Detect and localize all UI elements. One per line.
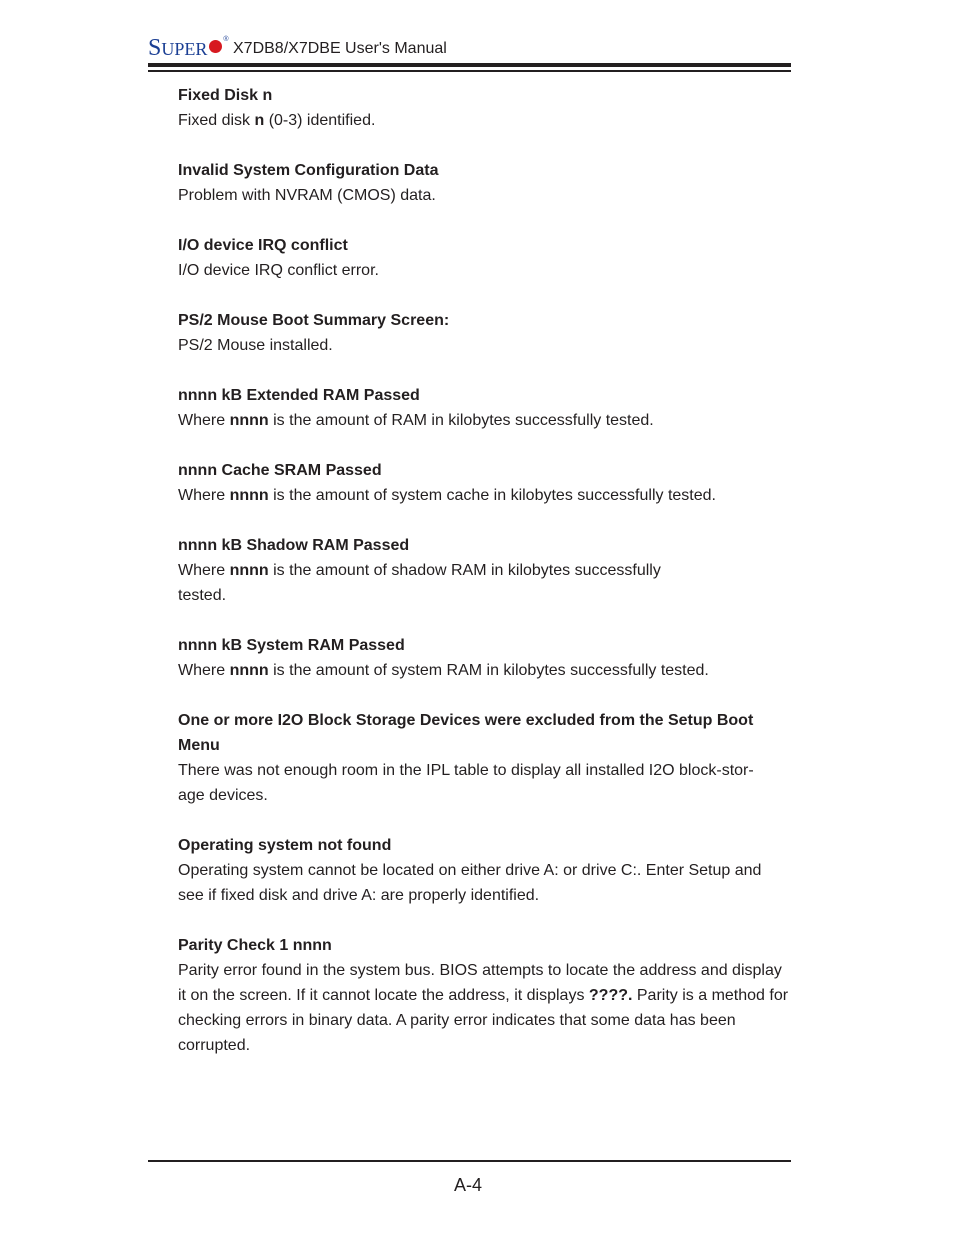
description-text: Problem with NVRAM (CMOS) data.	[178, 187, 436, 204]
entry-description	[178, 333, 790, 358]
entry-description	[178, 108, 790, 133]
description-text: tested.	[178, 587, 227, 604]
error-message-entry	[178, 458, 790, 508]
entry-title: I/O device IRQ conflict	[178, 237, 348, 254]
manual-title: X7DB8/X7DBE User's Manual	[233, 40, 447, 57]
error-message-entry	[178, 308, 790, 358]
description-emphasis: n	[254, 112, 265, 129]
error-message-entry	[178, 158, 790, 208]
document-body	[178, 83, 790, 1083]
description-text: age devices.	[178, 787, 268, 804]
entry-title: nnnn Cache SRAM Passed	[178, 462, 382, 479]
error-message-entry	[178, 533, 790, 608]
entry-description	[178, 758, 790, 808]
page-number: A-4	[454, 1175, 483, 1195]
entry-description	[178, 958, 790, 1058]
description-emphasis: nnnn	[229, 662, 269, 679]
entry-description	[178, 258, 790, 283]
error-message-entry	[178, 83, 790, 133]
error-message-entry	[178, 708, 790, 808]
description-text: I/O device IRQ conflict error.	[178, 262, 379, 279]
logo-registered-mark: ®	[223, 36, 229, 43]
entry-description	[178, 483, 790, 508]
error-message-entry	[178, 833, 790, 908]
description-emphasis: nnnn	[229, 412, 269, 429]
description-emphasis: nnnn	[229, 562, 269, 579]
header-rule-thick	[148, 63, 791, 67]
description-text: There was not enough room in the IPL table to display all installed I2O block-stor-	[178, 762, 754, 779]
description-text: Where	[178, 412, 230, 429]
description-text: (0-3) identified.	[264, 112, 376, 129]
logo-wordmark: SUPER	[148, 35, 208, 61]
entry-description	[178, 658, 790, 683]
entry-description	[178, 858, 790, 908]
entry-description	[178, 408, 790, 433]
description-text: Parity is a method for checking errors in binary data. A parity error indicates that some data has been corrupted.	[178, 987, 789, 1054]
description-text: Where	[178, 662, 230, 679]
entry-title: nnnn kB System RAM Passed	[178, 637, 405, 654]
supermicro-logo	[148, 36, 229, 64]
error-message-entry	[178, 383, 790, 433]
description-emphasis: nnnn	[229, 487, 269, 504]
description-text: is the amount of system cache in kilobytes successfully tested.	[268, 487, 716, 504]
error-message-entry	[178, 233, 790, 283]
entry-title: One or more I2O Block Storage Devices were excluded from the Setup Boot Menu	[178, 712, 754, 754]
entry-title: Invalid System Configuration Data	[178, 162, 439, 179]
entry-title: Operating system not found	[178, 837, 392, 854]
description-text: Fixed disk	[178, 112, 255, 129]
entry-title: nnnn kB Shadow RAM Passed	[178, 537, 410, 554]
error-message-entry	[178, 633, 790, 683]
entry-description	[178, 558, 790, 608]
description-text: Operating system cannot be located on either drive A: or drive C:. Enter Setup and see if fixed disk and drive A: are properly identified.	[178, 862, 762, 904]
description-text: Parity error found in the system bus. BIOS attempts to locate the address and display it on the screen. If it cannot locate the address, it displays	[178, 962, 782, 1004]
description-text: is the amount of shadow RAM in kilobytes successfully	[268, 562, 661, 579]
description-text: is the amount of system RAM in kilobytes successfully tested.	[268, 662, 709, 679]
footer-rule	[148, 1160, 791, 1162]
description-text: Where	[178, 487, 230, 504]
description-text: is the amount of RAM in kilobytes successfully tested.	[268, 412, 654, 429]
entry-title: Parity Check 1 nnnn	[178, 937, 332, 954]
description-text: Where	[178, 562, 230, 579]
entry-title: Fixed Disk n	[178, 87, 273, 104]
description-text: PS/2 Mouse installed.	[178, 337, 333, 354]
description-emphasis: ????.	[588, 987, 633, 1004]
header-rule-thin	[148, 70, 791, 72]
logo-red-dot-icon	[209, 40, 222, 53]
entry-description	[178, 183, 790, 208]
entry-title: PS/2 Mouse Boot Summary Screen:	[178, 312, 450, 329]
error-message-entry	[178, 933, 790, 1058]
entry-title: nnnn kB Extended RAM Passed	[178, 387, 420, 404]
